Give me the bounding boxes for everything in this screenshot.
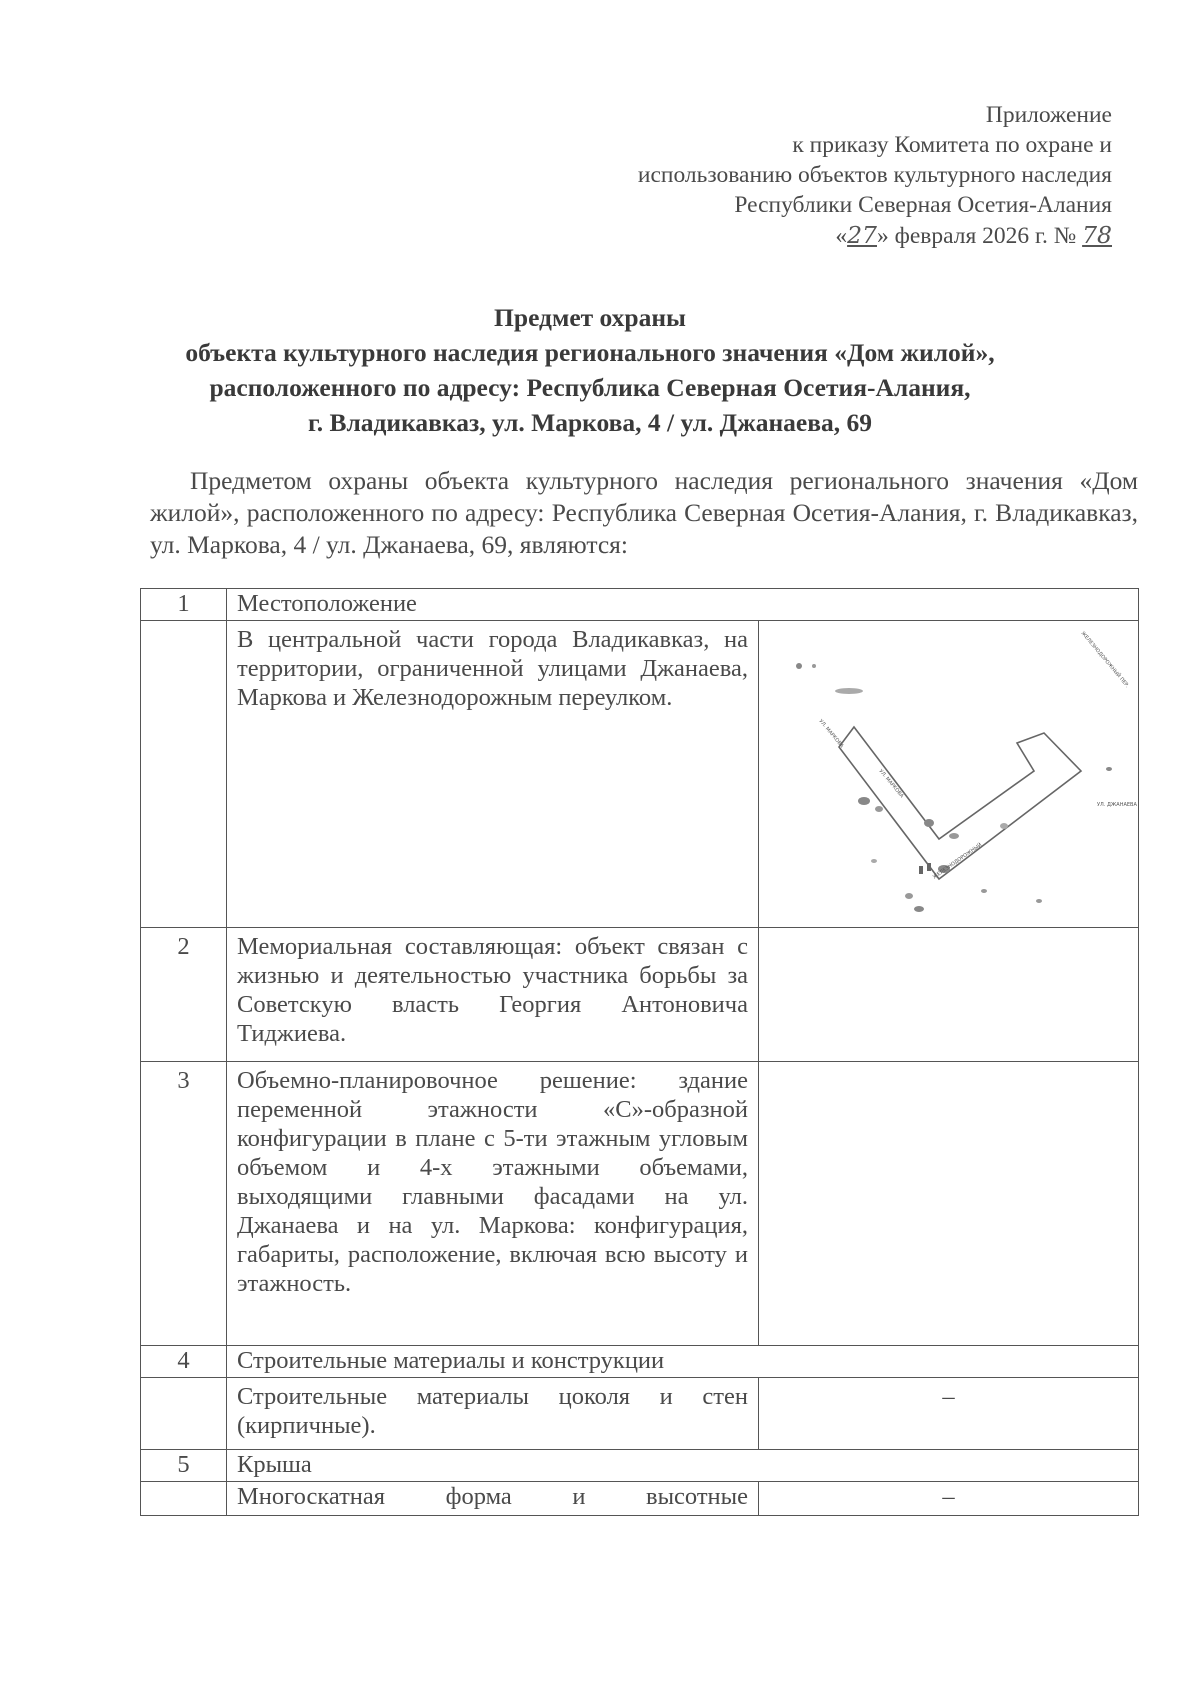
table-row <box>141 621 1139 928</box>
map-mark <box>812 664 816 668</box>
empty-cell <box>759 928 1139 1062</box>
row-number: 2 <box>141 928 227 1062</box>
row-description: Мемориальная составляющая: объект связан с жизнью и деятельностью участника борьбы за Советскую власть Георгия Антоновича Тиджиева. <box>227 928 759 1062</box>
appendix-date-line: «27» февраля 2026 г. № 78 <box>835 221 1112 249</box>
row-number: 1 <box>141 589 227 621</box>
row-number-empty <box>141 1378 227 1450</box>
map-mark <box>914 906 924 912</box>
map-mark <box>949 833 959 839</box>
appendix-line-1: Приложение <box>985 102 1112 128</box>
title-line-3: расположенного по адресу: Республика Северная Осетия-Алания, <box>209 373 971 402</box>
row-value: – <box>759 1482 1139 1516</box>
location-map-cell <box>759 621 1139 928</box>
map-mark <box>919 866 923 874</box>
row-number-empty <box>141 621 227 928</box>
handwritten-number: 78 <box>1082 221 1112 249</box>
appendix-line-2: к приказу Комитета по охране и <box>792 132 1112 158</box>
map-mark <box>981 889 987 893</box>
title-line-1: Предмет охраны <box>494 303 686 332</box>
location-map <box>759 621 1138 927</box>
map-mark <box>1036 899 1042 903</box>
location-map-drawing <box>759 621 1139 927</box>
map-mark <box>858 797 870 805</box>
row-value: – <box>759 1378 1139 1450</box>
appendix-date-text: февраля 2026 г. № <box>894 223 1077 249</box>
map-mark <box>905 893 913 899</box>
row-description: Строительные материалы цоколя и стен (кирпичные). <box>227 1378 759 1450</box>
table-row <box>141 1378 1139 1450</box>
map-label-markova: УЛ. МАРКОВА <box>817 718 845 750</box>
map-label-markova-2: УЛ. МАРКОВА <box>877 768 905 800</box>
table-row <box>141 1062 1139 1346</box>
row-number: 4 <box>141 1346 227 1378</box>
row-description: В центральной части города Владикавказ, на территории, ограниченной улицами Джанаева, Маркова и Железнодорожным переулком. <box>227 621 759 928</box>
title-line-2: объекта культурного наследия регионального значения «Дом жилой», <box>185 338 995 367</box>
map-mark <box>871 859 877 863</box>
map-mark <box>924 819 934 827</box>
handwritten-day: 27 <box>847 221 877 249</box>
protection-table <box>140 588 1139 1516</box>
map-mark <box>835 688 863 694</box>
row-description: Многоскатная форма и высотные <box>227 1482 759 1516</box>
table-row <box>141 1450 1139 1482</box>
row-heading: Крыша <box>227 1450 1139 1482</box>
map-mark <box>1106 767 1112 771</box>
map-label-dzhanaeva: УЛ. ДЖАНАЕВА <box>1097 802 1137 808</box>
row-number: 5 <box>141 1450 227 1482</box>
map-label-top: ЖЕЛЕЗНОДОРОЖНЫЙ ПЕР. <box>1079 630 1131 690</box>
row-heading: Строительные материалы и конструкции <box>227 1346 1139 1378</box>
appendix-block <box>492 100 1112 251</box>
table-row <box>141 1346 1139 1378</box>
empty-cell <box>759 1062 1139 1346</box>
table-row <box>141 1482 1139 1516</box>
map-mark <box>1000 823 1008 829</box>
row-number-empty <box>141 1482 227 1516</box>
appendix-line-3: использованию объектов культурного наследия <box>637 162 1112 188</box>
map-mark <box>796 663 802 669</box>
table-row <box>141 928 1139 1062</box>
map-mark <box>875 806 883 812</box>
row-heading: Местоположение <box>227 589 1139 621</box>
title-line-4: г. Владикавказ, ул. Маркова, 4 / ул. Джанаева, 69 <box>308 408 872 437</box>
intro-paragraph: Предметом охраны объекта культурного наследия регионального значения «Дом жилой», расположенного по адресу: Республика Северная Осетия-Алания, г. Владикавказ, ул. Маркова, 4 / ул. Джанаева, 69, являются: <box>150 466 1138 559</box>
appendix-line-4: Республики Северная Осетия-Алания <box>734 192 1112 218</box>
table-row <box>141 589 1139 621</box>
row-number: 3 <box>141 1062 227 1346</box>
document-title <box>140 300 1040 440</box>
row-description: Объемно-планировочное решение: здание переменной этажности «С»-образной конфигурации в плане с 5-ти этажным угловым объемом и 4-х этажными объемами, выходящими главными фасадами на ул. Джанаева и на ул. Маркова: конфигурация, габариты, расположение, включая всю высоту и этажность. <box>227 1062 759 1346</box>
map-label-pereulok: ЖЕЛЕЗНОДОРОЖНЫЙ <box>931 842 984 881</box>
map-mark <box>927 863 931 871</box>
